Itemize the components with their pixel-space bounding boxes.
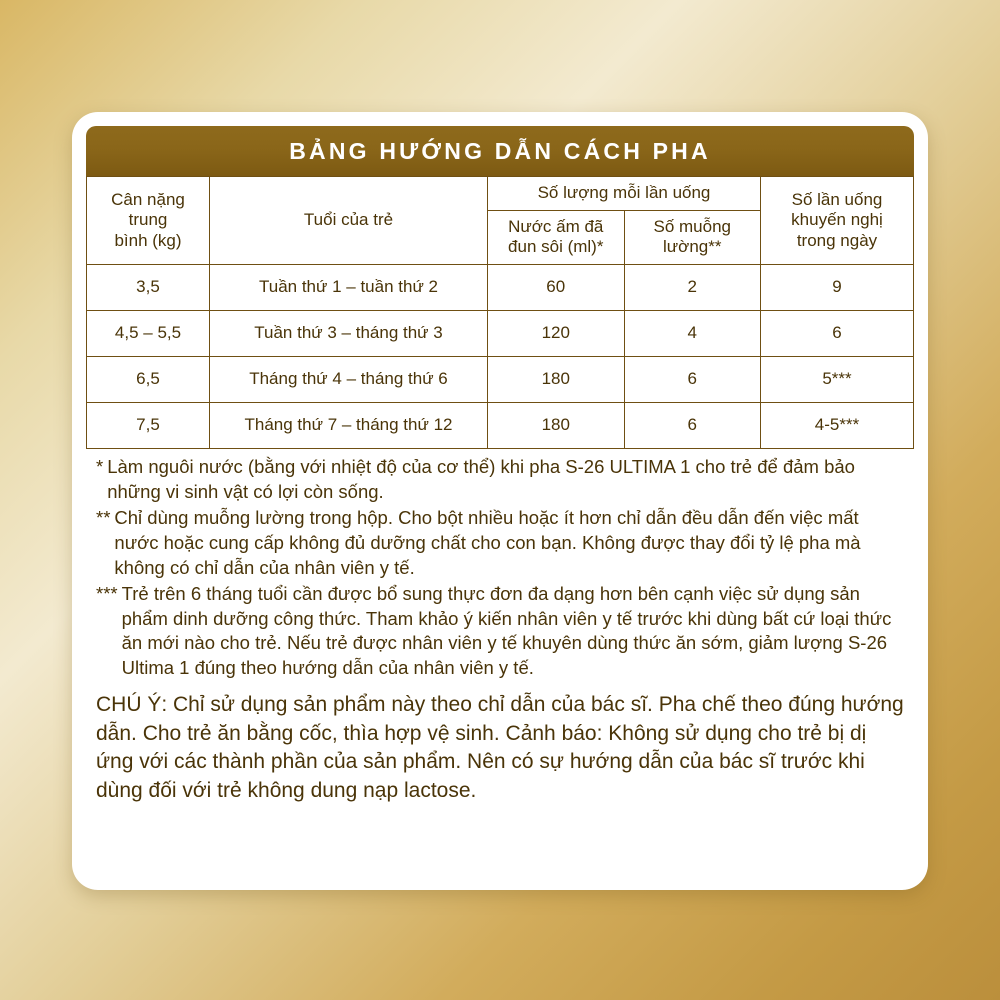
cell-times: 4-5***: [761, 403, 914, 449]
header-times-line1: Số lần uống: [791, 189, 883, 209]
footnote-marker: ***: [96, 583, 118, 605]
header-times: [761, 177, 914, 265]
header-weight-line2: trung: [128, 210, 168, 230]
footnote-double-asterisk: [96, 506, 904, 580]
cell-scoops: 4: [624, 311, 761, 357]
table-row: [87, 311, 914, 357]
header-water-line1: Nước ấm đã: [508, 216, 604, 236]
table-row: [87, 403, 914, 449]
header-weight-line3: bình (kg): [114, 230, 182, 250]
cell-scoops: 6: [624, 357, 761, 403]
footnote-marker: **: [96, 507, 111, 529]
table-header-row-1: [87, 177, 914, 211]
table-row: [87, 357, 914, 403]
footnote-single-asterisk: [96, 455, 904, 504]
footnote-text: Chỉ dùng muỗng lường trong hộp. Cho bột nhiều hoặc ít hơn chỉ dẫn đều dẫn đến việc mất nước hoặc cung cấp không đủ dưỡng chất cho con bạn. Không được thay đổi tỷ lệ pha mà không có chỉ dẫn của nhân viên y tế.: [114, 507, 861, 578]
cell-scoops: 6: [624, 403, 761, 449]
footnote-text: Trẻ trên 6 tháng tuổi cần được bổ sung thực đơn đa dạng hơn bên cạnh việc sử dụng sản phẩm dinh dưỡng công thức. Tham khảo ý kiến nhân viên y tế trước khi dùng bất cứ loại thức ăn mới nào cho trẻ. Nếu trẻ được nhân viên y tế khuyên dùng thức ăn sớm, giảm lượng S-26 Ultima 1 đúng theo hướng dẫn của nhân viên y tế.: [121, 583, 892, 678]
cell-water: 120: [488, 311, 625, 357]
mixing-table: [86, 176, 914, 449]
footnotes: [86, 449, 914, 806]
footnote-triple-asterisk: [96, 582, 904, 680]
footnote-text: Làm nguôi nước (bằng với nhiệt độ của cơ thể) khi pha S-26 ULTIMA 1 cho trẻ để đảm bảo những vi sinh vật có lợi còn sống.: [107, 456, 855, 502]
title-bar: [86, 126, 914, 176]
cell-weight: 6,5: [87, 357, 210, 403]
header-times-line3: trong ngày: [796, 230, 878, 250]
cell-water: 180: [488, 403, 625, 449]
header-scoops: Số muỗng lường**: [624, 210, 761, 264]
header-water: [488, 210, 625, 264]
cell-weight: 4,5 – 5,5: [87, 311, 210, 357]
cell-age: Tuần thứ 1 – tuần thứ 2: [210, 265, 488, 311]
cell-age: Tháng thứ 4 – tháng thứ 6: [210, 357, 488, 403]
cell-times: 6: [761, 311, 914, 357]
cell-times: 5***: [761, 357, 914, 403]
table-row: [87, 265, 914, 311]
cell-age: Tháng thứ 7 – tháng thứ 12: [210, 403, 488, 449]
cell-water: 60: [488, 265, 625, 311]
header-amount-group: Số lượng mỗi lần uống: [488, 177, 761, 211]
page-title: BẢNG HƯỚNG DẪN CÁCH PHA: [289, 137, 711, 164]
header-weight-line1: Cân nặng: [111, 189, 185, 209]
footnote-marker: *: [96, 456, 104, 478]
cell-age: Tuần thứ 3 – tháng thứ 3: [210, 311, 488, 357]
header-water-line2: đun sôi (ml)*: [508, 237, 604, 257]
cell-weight: 3,5: [87, 265, 210, 311]
card-inner: [86, 126, 914, 876]
cell-times: 9: [761, 265, 914, 311]
header-age: Tuổi của trẻ: [210, 177, 488, 265]
header-times-line2: khuyến nghị: [791, 210, 883, 230]
cell-weight: 7,5: [87, 403, 210, 449]
table-head: [87, 177, 914, 265]
cell-water: 180: [488, 357, 625, 403]
table-body: [87, 265, 914, 449]
cell-scoops: 2: [624, 265, 761, 311]
caution-text: CHÚ Ý: Chỉ sử dụng sản phẩm này theo chỉ dẫn của bác sĩ. Pha chế theo đúng hướng dẫn. Cho trẻ ăn bằng cốc, thìa hợp vệ sinh. Cảnh báo: Không sử dụng cho trẻ bị dị ứng với các thành phần của sản phẩm. Nên có sự hướng dẫn của bác sĩ trước khi dùng đối với trẻ không dung nạp lactose.: [96, 692, 904, 803]
header-weight: [87, 177, 210, 265]
instruction-card: [72, 112, 928, 890]
